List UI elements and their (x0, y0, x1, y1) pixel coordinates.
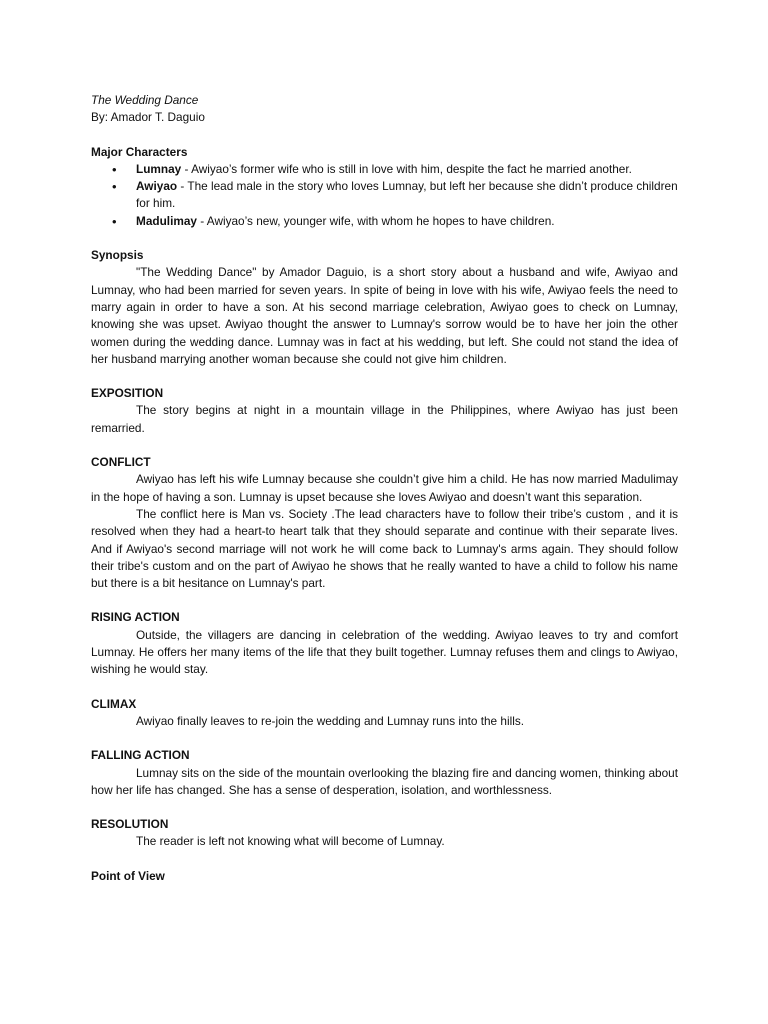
character-name: Lumnay (136, 161, 182, 176)
resolution-heading: RESOLUTION (91, 817, 169, 832)
falling-action-heading: FALLING ACTION (91, 748, 190, 763)
character-description: - Awiyao’s new, younger wife, with whom he hopes to have children. (196, 213, 555, 228)
rising-action-paragraph: Outside, the villagers are dancing in celebration of the wedding. Awiyao leaves to try and comfort Lumnay. He offers her many items of the life that they built together. Lumnay refuses them and clings to Awiyao, wishing he would stay. (91, 627, 678, 677)
conflict-paragraph-2: The conflict here is Man vs. Society .The lead characters have to follow their tribe’s custom , and it is resolved when they had a heart-to heart talk that they should separate and continue with their separate lives. And if Awiyao's second marriage will not work he will come back to Lumnay's arms again. They should follow their tribe's custom and on the part of Awiyao he shows that he really wanted to have a child to follow his name but there is a bit hesitance on Lumnay's part. (91, 506, 678, 591)
synopsis-heading: Synopsis (91, 248, 144, 263)
character-item (136, 213, 678, 230)
falling-action-paragraph: Lumnay sits on the side of the mountain overlooking the blazing fire and dancing women, thinking about how her life has changed. She has a sense of desperation, isolation, and worthlessness. (91, 765, 678, 797)
character-item (136, 161, 678, 178)
rising-action-heading: RISING ACTION (91, 610, 180, 625)
climax-paragraph: Awiyao finally leaves to re-join the wedding and Lumnay runs into the hills. (136, 713, 524, 728)
document-title: The Wedding Dance (91, 93, 199, 107)
conflict-paragraph-1: Awiyao has left his wife Lumnay because she couldn’t give him a child. He has now married Madulimay in the hope of having a son. Lumnay is upset because she loves Awiyao and doesn’t want this separation. (91, 472, 678, 504)
character-description: - Awiyao’s former wife who is still in love with him, despite the fact he married another. (181, 161, 632, 176)
synopsis-paragraph: "The Wedding Dance" by Amador Daguio, is a short story about a husband and wife, Awiyao and Lumnay, who had been married for seven years. In spite of being in love with his wife, Awiyao feels the need to marry again in order to have a son. At his second marriage celebration, Awiyao goes to check on Lumnay, knowing she was upset. Awiyao thought the answer to Lumnay's sorrow would be to have her join the other women during the wedding dance. Lumnay was in fact at his wedding, but left. She could not stand the idea of her husband marrying another woman because she could not give him children. (91, 265, 678, 366)
character-item (136, 178, 678, 213)
author-line: By: Amador T. Daguio (91, 110, 205, 125)
resolution-paragraph: The reader is left not knowing what will become of Lumnay. (136, 834, 445, 849)
exposition-heading: EXPOSITION (91, 386, 164, 401)
character-list (91, 161, 678, 230)
character-name: Awiyao (136, 179, 178, 194)
conflict-heading: CONFLICT (91, 455, 151, 470)
climax-heading: CLIMAX (91, 696, 137, 711)
character-description: - The lead male in the story who loves Lumnay, but left her because she didn’t produce children for him. (136, 179, 678, 211)
exposition-paragraph: The story begins at night in a mountain village in the Philippines, where Awiyao has just been remarried. (91, 403, 678, 435)
major-characters-heading: Major Characters (91, 144, 188, 159)
character-name: Madulimay (136, 213, 197, 228)
point-of-view-heading: Point of View (91, 868, 165, 883)
